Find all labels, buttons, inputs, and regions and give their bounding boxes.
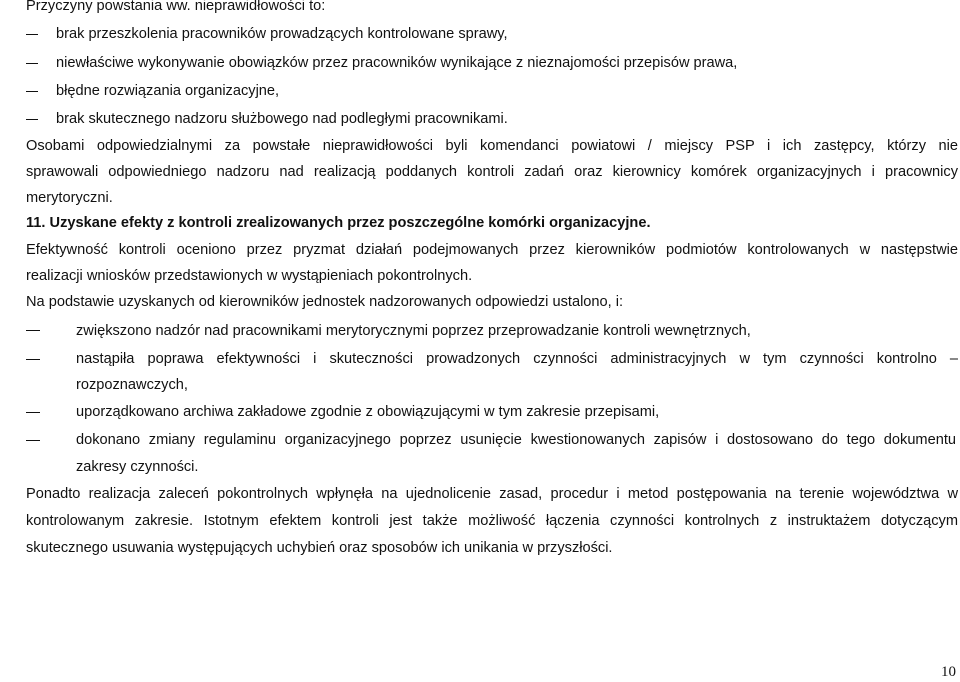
finding-item-continuation: rozpoznawczych, <box>76 377 188 393</box>
effectiveness-paragraph-line: realizacji wniosków przedstawionych w wystąpieniach pokontrolnych. <box>26 268 473 284</box>
dash-bullet <box>26 412 40 413</box>
closing-paragraph-line: kontrolowanym zakresie. Istotnym efektem kontroli jest także możliwość łączenia czynności kontrolnych z instruktażem dotyczącym <box>26 513 958 529</box>
cause-item: brak skutecznego nadzoru służbowego nad podległymi pracownikami. <box>56 111 508 127</box>
cause-item: niewłaściwe wykonywanie obowiązków przez pracowników wynikające z nieznajomości przepisów prawa, <box>56 55 738 71</box>
dash-bullet <box>26 119 38 120</box>
finding-item: dokonano zmiany regulaminu organizacyjnego poprzez usunięcie kwestionowanych zapisów i dostosowano do tego dokumentu <box>76 432 956 448</box>
closing-paragraph-line: Ponadto realizacja zaleceń pokontrolnych wpłynęła na ujednolicenie zasad, procedur i metod postępowania na terenie województwa w <box>26 486 958 502</box>
finding-item-continuation: zakresy czynności. <box>76 459 199 475</box>
dash-bullet <box>26 63 38 64</box>
responsible-paragraph-line: Osobami odpowiedzialnymi za powstałe nieprawidłowości byli komendanci powiatowi / miejscy PSP i ich zastępcy, którzy nie <box>26 138 958 154</box>
section-heading: 11. Uzyskane efekty z kontroli zrealizowanych przez poszczególne komórki organizacyjne. <box>26 215 651 231</box>
causes-intro: Przyczyny powstania ww. nieprawidłowości to: <box>26 0 326 14</box>
dash-bullet <box>26 440 40 441</box>
dash-bullet <box>26 91 38 92</box>
finding-item: nastąpiła poprawa efektywności i skuteczności prowadzonych czynności administracyjnych w tym czynności kontrolno – <box>76 351 958 367</box>
finding-item: uporządkowano archiwa zakładowe zgodnie z obowiązującymi w tym zakresie przepisami, <box>76 404 660 420</box>
dash-bullet <box>26 330 40 331</box>
dash-bullet <box>26 34 38 35</box>
responsible-paragraph-line: sprawowali odpowiedniego nadzoru nad realizacją poddanych kontroli zadań oraz kierownicy komórek organizacyjnych i pracownicy <box>26 164 958 180</box>
findings-intro: Na podstawie uzyskanych od kierowników jednostek nadzorowanych odpowiedzi ustalono, i: <box>26 294 624 310</box>
page-number: 10 <box>941 664 956 680</box>
responsible-paragraph-line: merytoryczni. <box>26 190 113 206</box>
cause-item: brak przeszkolenia pracowników prowadzących kontrolowane sprawy, <box>56 26 508 42</box>
dash-bullet <box>26 359 40 360</box>
effectiveness-paragraph-line: Efektywność kontroli oceniono przez pryzmat działań podejmowanych przez kierowników podmiotów kontrolowanych w następstwie <box>26 242 958 258</box>
closing-paragraph-line: skutecznego usuwania występujących uchybień oraz sposobów ich unikania w przyszłości. <box>26 540 613 556</box>
cause-item: błędne rozwiązania organizacyjne, <box>56 83 280 99</box>
finding-item: zwiększono nadzór nad pracownikami merytorycznymi poprzez przeprowadzanie kontroli wewnętrznych, <box>76 323 751 339</box>
